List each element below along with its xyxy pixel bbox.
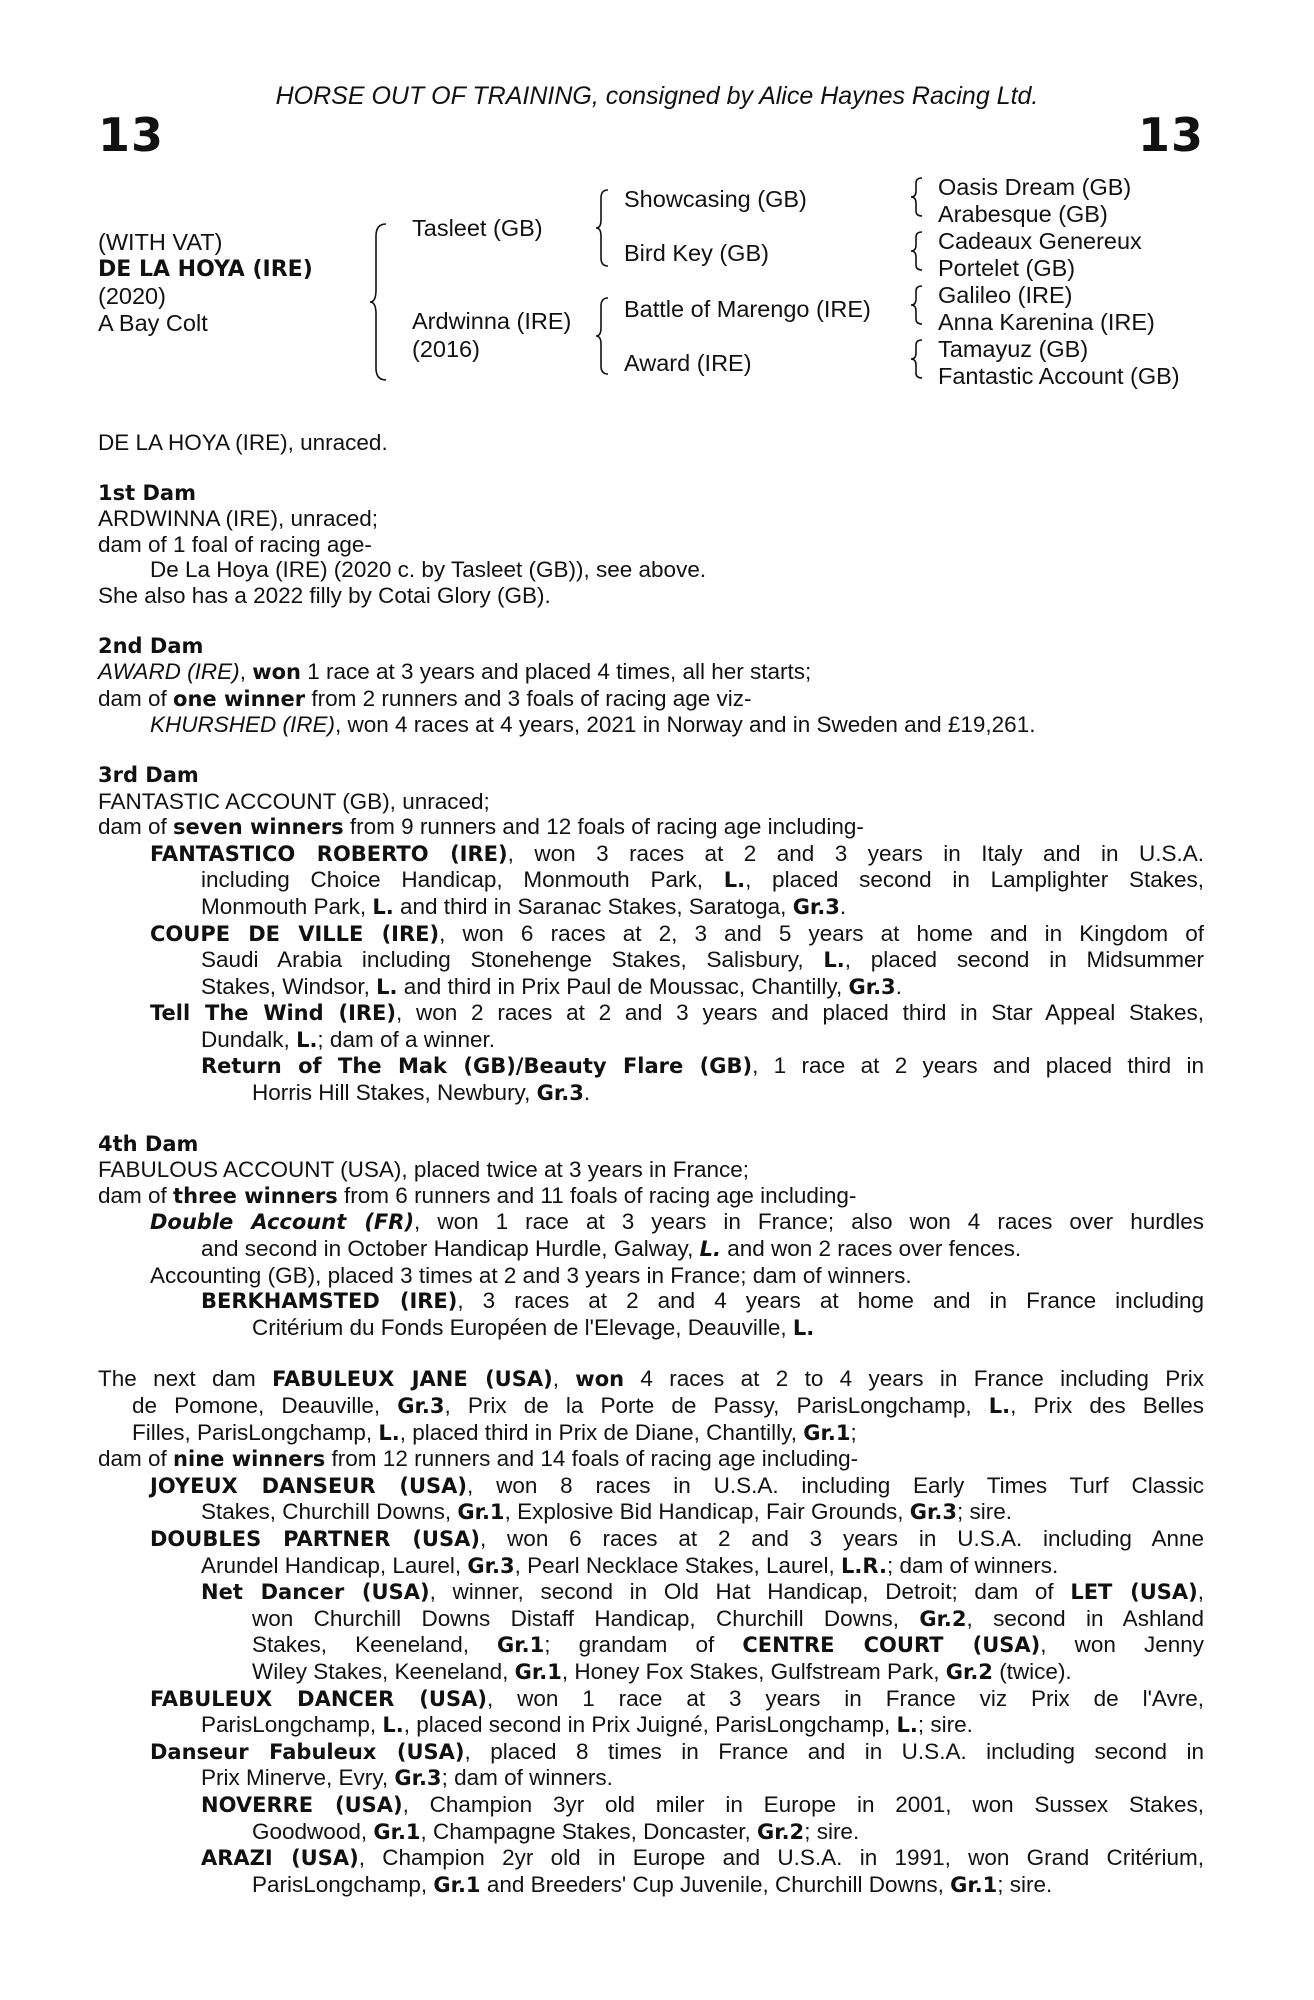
text: dam of <box>98 1446 174 1472</box>
text-line <box>98 686 1204 713</box>
text: , won 8 races in U.S.A. including Early Times Turf Classic <box>467 1472 1204 1498</box>
horse-name: LET (USA) <box>1070 1580 1198 1605</box>
text: and second in October Handicap Hurdle, Galway, <box>201 1236 700 1262</box>
text-line <box>98 1659 1204 1686</box>
text-line <box>98 1872 1204 1899</box>
text: , Champion 2yr old in Europe and U.S.A. in 1991, won Grand Critérium, <box>358 1845 1205 1871</box>
pedigree-bracket-g3-2 <box>910 284 924 326</box>
text-line <box>98 1686 1204 1713</box>
text-line <box>98 1553 1204 1580</box>
text: ; sire. <box>804 1818 860 1844</box>
text: , won 6 races at 2, 3 and 5 years at home and in Kingdom of <box>439 920 1204 946</box>
bold-text: nine winners <box>173 1447 326 1472</box>
text-line: ARDWINNA (IRE), unraced; <box>98 506 379 532</box>
gen3-4: Galileo (IRE) <box>938 282 1073 308</box>
pedigree-bracket-g3-0 <box>910 176 924 218</box>
section-heading: 3rd Dam <box>98 762 199 787</box>
horse-name: Net Dancer (USA) <box>201 1580 430 1605</box>
grade: Gr.1 <box>497 1633 545 1658</box>
text-line <box>98 1027 1204 1054</box>
pedigree-bracket-dam <box>596 296 610 376</box>
grade: Gr.3 <box>397 1394 445 1418</box>
grade: L.R. <box>841 1553 887 1578</box>
second-dam-section <box>98 634 1204 738</box>
horse-name: KHURSHED (IRE) <box>150 712 336 738</box>
text-line: FANTASTIC ACCOUNT (GB), unraced; <box>98 788 490 814</box>
dam-name: Ardwinna (IRE) <box>412 308 572 334</box>
horse-name: FABULEUX DANCER (USA) <box>150 1686 487 1711</box>
gen3-3: Portelet (GB) <box>938 255 1076 281</box>
text: ; grandam of <box>544 1632 743 1658</box>
horse-name: AWARD (IRE) <box>98 659 240 685</box>
grade: L. <box>988 1394 1011 1418</box>
text-line <box>98 1288 1204 1315</box>
text: , Champion 3yr old miler in Europe in 2001, won Sussex Stakes, <box>402 1791 1204 1817</box>
text: , won 4 races at 4 years, 2021 in Norway and in Sweden and £19,261. <box>335 712 1036 738</box>
text-line: Accounting (GB), placed 3 times at 2 and 3 years in France; dam of winners. <box>150 1262 912 1288</box>
grade: Gr.2 <box>756 1819 805 1844</box>
text: , won 2 races at 2 and 3 years and placed third in Star Appeal Stakes, <box>396 1000 1204 1026</box>
text: , placed second in Lamplighter Stakes, <box>745 867 1204 893</box>
text: , won 1 race at 3 years in France; also won 4 races over hurdles <box>414 1209 1204 1235</box>
page-header: HORSE OUT OF TRAINING, consigned by Alice Haynes Racing Ltd. <box>275 82 1039 110</box>
text: , placed 8 times in France and in U.S.A. including second in <box>464 1738 1204 1764</box>
text: , placed second in Prix Juigné, ParisLongchamp, <box>403 1712 897 1738</box>
grade: Gr.1 <box>373 1819 421 1844</box>
text-line <box>98 1606 1204 1633</box>
horse-name: JOYEUX DANSEUR (USA) <box>150 1473 468 1498</box>
pedigree-vat: (WITH VAT) <box>98 229 223 255</box>
grade: L. <box>378 1420 400 1445</box>
text: , won 3 races at 2 and 3 years in Italy and in U.S.A. <box>507 840 1204 866</box>
horse-name: Return of The Mak (GB)/Beauty Flare (GB) <box>201 1054 753 1079</box>
grade: Gr.1 <box>803 1420 851 1445</box>
text: ; <box>850 1419 857 1445</box>
text-line <box>98 841 1204 868</box>
catalogue-text <box>98 430 1204 1898</box>
grade: L. <box>382 1713 404 1738</box>
gen3-2: Cadeaux Genereux <box>938 228 1142 254</box>
text: , placed third in Prix de Diane, Chantilly, <box>399 1419 804 1445</box>
text-line: dam of 1 foal of racing age- <box>98 531 372 557</box>
grade: L. <box>823 948 845 973</box>
sire-name: Tasleet (GB) <box>412 215 543 241</box>
text: , 3 races at 2 and 4 years at home and in France including <box>457 1288 1204 1314</box>
gen3-1: Arabesque (GB) <box>938 201 1108 227</box>
text: Monmouth Park, <box>201 893 373 919</box>
text: , won Jenny <box>1040 1632 1204 1658</box>
gen3-7: Fantastic Account (GB) <box>938 363 1180 389</box>
text: Stakes, Keeneland, <box>252 1632 498 1658</box>
text-line <box>98 1366 1204 1393</box>
horse-name: FABULEUX JANE (USA) <box>272 1367 553 1392</box>
text: Critérium du Fonds Européen de l'Elevage, Deauville, <box>252 1314 793 1340</box>
horse-name: DOUBLES PARTNER (USA) <box>150 1526 480 1551</box>
grade: Gr.1 <box>457 1500 505 1525</box>
text: ; dam of winners. <box>441 1765 613 1791</box>
text: from 9 runners and 12 foals of racing age including- <box>343 814 864 840</box>
text: The next dam <box>98 1366 273 1392</box>
text-line <box>98 1000 1204 1027</box>
text: Horris Hill Stakes, Newbury, <box>252 1080 537 1106</box>
text: Goodwood, <box>252 1818 374 1844</box>
text: won Churchill Downs Distaff Handicap, Churchill Downs, <box>252 1605 920 1631</box>
text-line <box>98 1792 1204 1819</box>
third-dam-section <box>98 763 1204 1107</box>
text: ParisLongchamp, <box>252 1871 434 1897</box>
text: 1 race at 3 years and placed 4 times, all her starts; <box>300 659 812 685</box>
horse-name: Double Account (FR) <box>150 1210 415 1235</box>
text-line <box>98 1739 1204 1766</box>
text: Prix Minerve, Evry, <box>201 1765 395 1791</box>
text-line <box>98 1526 1204 1553</box>
text: ; sire. <box>997 1871 1053 1897</box>
text: from 12 runners and 14 foals of racing age including- <box>325 1446 859 1472</box>
text: , placed second in Midsummer <box>844 947 1204 973</box>
horse-name: ARAZI (USA) <box>201 1846 359 1871</box>
horse-name: FANTASTICO ROBERTO (IRE) <box>150 841 508 866</box>
grade: Gr.3 <box>536 1081 584 1106</box>
intro-section <box>98 430 1204 456</box>
text: , Pearl Necklace Stakes, Laurel, <box>514 1552 842 1578</box>
section-heading: 4th Dam <box>98 1131 199 1156</box>
horse-name: Danseur Fabuleux (USA) <box>150 1739 465 1764</box>
grade: L. <box>896 1713 918 1738</box>
text: Wiley Stakes, Keeneland, <box>252 1658 515 1684</box>
text: ParisLongchamp, <box>201 1712 383 1738</box>
grade: Gr.3 <box>909 1500 957 1525</box>
text-line <box>98 1393 1204 1420</box>
text-line <box>98 921 1204 948</box>
horse-name: BERKHAMSTED (IRE) <box>201 1289 458 1314</box>
lot-number-right: 13 <box>1137 108 1204 162</box>
grade: Gr.1 <box>433 1872 481 1897</box>
grade: L. <box>376 974 398 999</box>
gen3-5: Anna Karenina (IRE) <box>938 309 1155 335</box>
text-line <box>98 1315 1204 1342</box>
pedigree-bracket-g3-1 <box>910 230 924 272</box>
text: dam of <box>98 685 174 711</box>
text: , Prix de la Porte de Passy, ParisLongchamp, <box>444 1393 989 1418</box>
text: , won 6 races at 2 and 3 years in U.S.A. including Anne <box>479 1525 1204 1551</box>
text: . <box>839 893 847 919</box>
text: , Honey Fox Stakes, Gulfstream Park, <box>561 1658 946 1684</box>
gen2-2: Battle of Marengo (IRE) <box>624 296 871 322</box>
pedigree-bracket-main <box>372 222 390 382</box>
text: . <box>583 1080 591 1106</box>
text: Stakes, Churchill Downs, <box>201 1499 458 1525</box>
grade: Gr.2 <box>919 1606 967 1631</box>
text: and third in Prix Paul de Moussac, Chantilly, <box>397 973 849 999</box>
text: from 2 runners and 3 foals of racing age viz- <box>305 685 752 711</box>
text-line: FABULOUS ACCOUNT (USA), placed twice at 3 years in France; <box>98 1157 750 1183</box>
grade: Gr.1 <box>950 1872 998 1897</box>
text-line <box>98 1446 1204 1473</box>
lot-number-left: 13 <box>98 108 165 162</box>
text: Arundel Handicap, Laurel, <box>201 1552 468 1578</box>
text-line <box>98 1183 1204 1210</box>
text: ; sire. <box>956 1499 1012 1525</box>
text: , <box>1197 1579 1204 1605</box>
bold-text: won <box>252 660 301 685</box>
text-line <box>98 947 1204 974</box>
pedigree-bracket-sire <box>596 188 610 268</box>
text: , won 1 race at 3 years in France viz Prix de l'Avre, <box>486 1685 1204 1711</box>
text: 4 races at 2 to 4 years in France including Prix <box>624 1366 1204 1392</box>
text-line <box>98 1473 1204 1500</box>
text: , <box>239 659 253 685</box>
text: and won 2 races over fences. <box>720 1236 1022 1262</box>
intro-line: DE LA HOYA (IRE), unraced. <box>98 430 388 455</box>
text: , Champagne Stakes, Doncaster, <box>420 1818 757 1844</box>
text: . <box>895 973 902 999</box>
text-line <box>98 1499 1204 1526</box>
text: including Choice Handicap, Monmouth Park, <box>201 867 724 893</box>
text: , second in Ashland <box>966 1605 1204 1631</box>
text-line <box>98 1420 1204 1447</box>
horse-name: CENTRE COURT (USA) <box>742 1633 1041 1658</box>
text-line <box>98 1632 1204 1659</box>
text-line <box>98 659 1204 686</box>
text: and third in Saranac Stakes, Saratoga, <box>393 893 793 919</box>
text: Stakes, Windsor, <box>201 973 377 999</box>
text: , Explosive Bid Handicap, Fair Grounds, <box>504 1499 910 1525</box>
next-dam-section <box>98 1366 1204 1898</box>
bold-text: won <box>575 1367 625 1392</box>
text: from 6 runners and 11 foals of racing age including- <box>337 1182 857 1208</box>
text-line <box>98 894 1204 921</box>
gen2-1: Bird Key (GB) <box>624 240 769 266</box>
text: , 1 race at 2 years and placed third in <box>752 1053 1205 1079</box>
gen3-6: Tamayuz (GB) <box>938 336 1089 362</box>
text-line <box>98 974 1204 1001</box>
grade: L. <box>699 1237 721 1262</box>
text-line <box>98 1819 1204 1846</box>
text-line <box>98 1053 1204 1080</box>
text-line: She also has a 2022 filly by Cotai Glory (GB). <box>98 582 551 608</box>
text-line <box>98 1236 1204 1263</box>
grade: L. <box>723 868 746 893</box>
text: , <box>552 1366 576 1392</box>
horse-name: Tell The Wind (IRE) <box>150 1001 397 1026</box>
pedigree-bracket-g3-3 <box>910 338 924 380</box>
dam-year: (2016) <box>412 336 480 362</box>
bold-text: one winner <box>173 686 306 711</box>
first-dam-section <box>98 481 1204 609</box>
bold-text: seven winners <box>173 815 344 840</box>
text: dam of <box>98 814 174 840</box>
text-line <box>98 1579 1204 1606</box>
text: , Prix des Belles <box>1010 1393 1204 1418</box>
text-line <box>98 1712 1204 1739</box>
text: Saudi Arabia including Stonehenge Stakes, Salisbury, <box>201 947 824 973</box>
text: , winner, second in Old Hat Handicap, Detroit; dam of <box>429 1579 1071 1605</box>
horse-name: NOVERRE (USA) <box>201 1792 403 1817</box>
grade: Gr.3 <box>467 1553 515 1578</box>
text: and Breeders' Cup Juvenile, Churchill Downs, <box>480 1871 951 1897</box>
text-line <box>98 814 1204 841</box>
section-heading: 1st Dam <box>98 480 196 505</box>
text: ; sire. <box>917 1712 973 1738</box>
fourth-dam-section <box>98 1132 1204 1342</box>
text: ; dam of winners. <box>886 1552 1059 1578</box>
text-line <box>98 1209 1204 1236</box>
section-heading: 2nd Dam <box>98 633 204 658</box>
grade: Gr.3 <box>792 894 840 919</box>
gen3-0: Oasis Dream (GB) <box>938 174 1132 200</box>
text: ; dam of a winner. <box>317 1026 496 1052</box>
bold-text: three winners <box>173 1183 338 1208</box>
gen2-0: Showcasing (GB) <box>624 186 807 212</box>
text: dam of <box>98 1182 174 1208</box>
text: de Pomone, Deauville, <box>132 1393 398 1418</box>
horse-name: COUPE DE VILLE (IRE) <box>150 921 440 946</box>
text-line: De La Hoya (IRE) (2020 c. by Tasleet (GB)), see above. <box>150 557 707 583</box>
grade: L. <box>372 894 394 919</box>
text: Filles, ParisLongchamp, <box>132 1419 379 1445</box>
gen2-3: Award (IRE) <box>624 350 752 376</box>
horse-year: (2020) <box>98 283 166 309</box>
grade: Gr.1 <box>514 1659 562 1684</box>
text-line <box>98 712 1204 738</box>
grade: Gr.2 <box>945 1659 993 1684</box>
grade: Gr.3 <box>394 1766 442 1791</box>
text-line <box>98 867 1204 894</box>
text: (twice). <box>992 1658 1072 1684</box>
horse-name: DE LA HOYA (IRE) <box>98 257 313 282</box>
horse-description: A Bay Colt <box>98 310 208 336</box>
text-line <box>98 1080 1204 1107</box>
text-line <box>98 1845 1204 1872</box>
grade: Gr.3 <box>848 974 896 999</box>
grade: L. <box>792 1315 815 1340</box>
text: Dundalk, <box>201 1026 297 1052</box>
grade: L. <box>296 1027 318 1052</box>
text-line <box>98 1765 1204 1792</box>
